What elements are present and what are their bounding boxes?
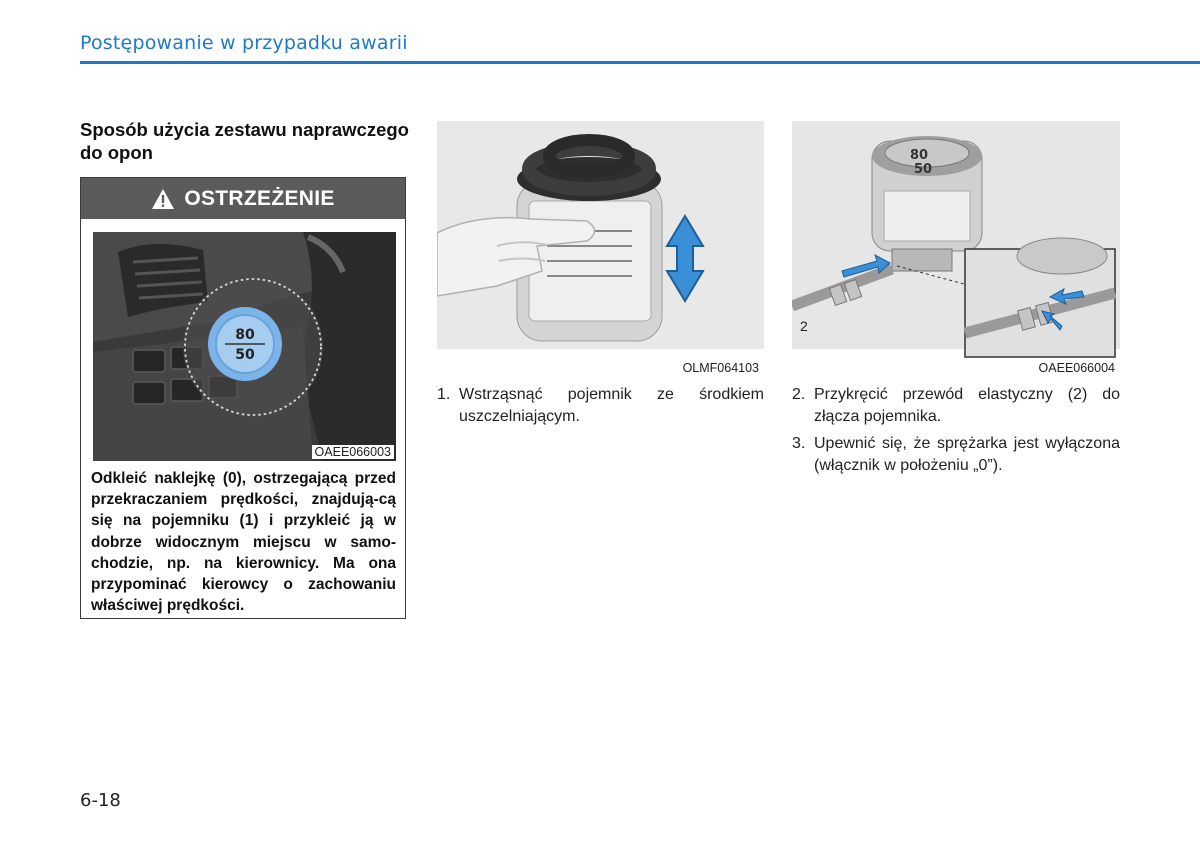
step-1: [437, 384, 764, 428]
warning-box: [80, 177, 406, 619]
hose-callout-number: 2: [800, 318, 808, 334]
section-heading: Sposób użycia zestawu naprawczego do opon: [80, 119, 409, 163]
warning-text: Odkleić naklejkę (0), ostrzegającą przed przekraczaniem prędkości, znajdują-cą się na pojemniku (1) i przykleić ją w dobrze widocznym miejscu w samo-chodzie, np. na kierownicy. Ma ona przypominać kierowcy o zachowaniu właściwej prędkości.: [91, 470, 396, 615]
image-code-label: OAEE066004: [1036, 361, 1118, 375]
dashboard-sticker-image: [93, 232, 396, 461]
step-3: [792, 433, 1120, 477]
header-divider: [80, 61, 1200, 64]
image-code-label: OLMF064103: [680, 361, 762, 375]
sticker-bottom-value: 50: [235, 347, 255, 363]
step-2: [792, 384, 1120, 428]
warning-bar: [81, 178, 405, 219]
step-text: Upewnić się, że sprężarka jest wyłączona (włącznik w położeniu „0”).: [814, 435, 1120, 474]
step-number: 2.: [792, 386, 806, 403]
sticker-top-value: 80: [235, 327, 255, 343]
warning-triangle-icon: [151, 188, 175, 210]
sticker-bottom-value: 50: [914, 162, 933, 177]
header-title: Postępowanie w przypadku awarii: [80, 32, 408, 54]
step-text: Wstrząsnąć pojemnik ze środkiem uszczelniającym.: [459, 386, 764, 425]
warning-label: OSTRZEŻENIE: [184, 186, 335, 210]
image-code-label: OAEE066003: [312, 445, 394, 459]
page-number: 6-18: [80, 790, 121, 811]
step-number: 3.: [792, 435, 806, 452]
shake-canister-image: [437, 121, 764, 377]
step-number: 1.: [437, 386, 451, 403]
sticker-top-value: 80: [910, 148, 929, 163]
step-text: Przykręcić przewód elastyczny (2) do złącza pojemnika.: [814, 386, 1120, 425]
connect-hose-image: [792, 121, 1120, 377]
